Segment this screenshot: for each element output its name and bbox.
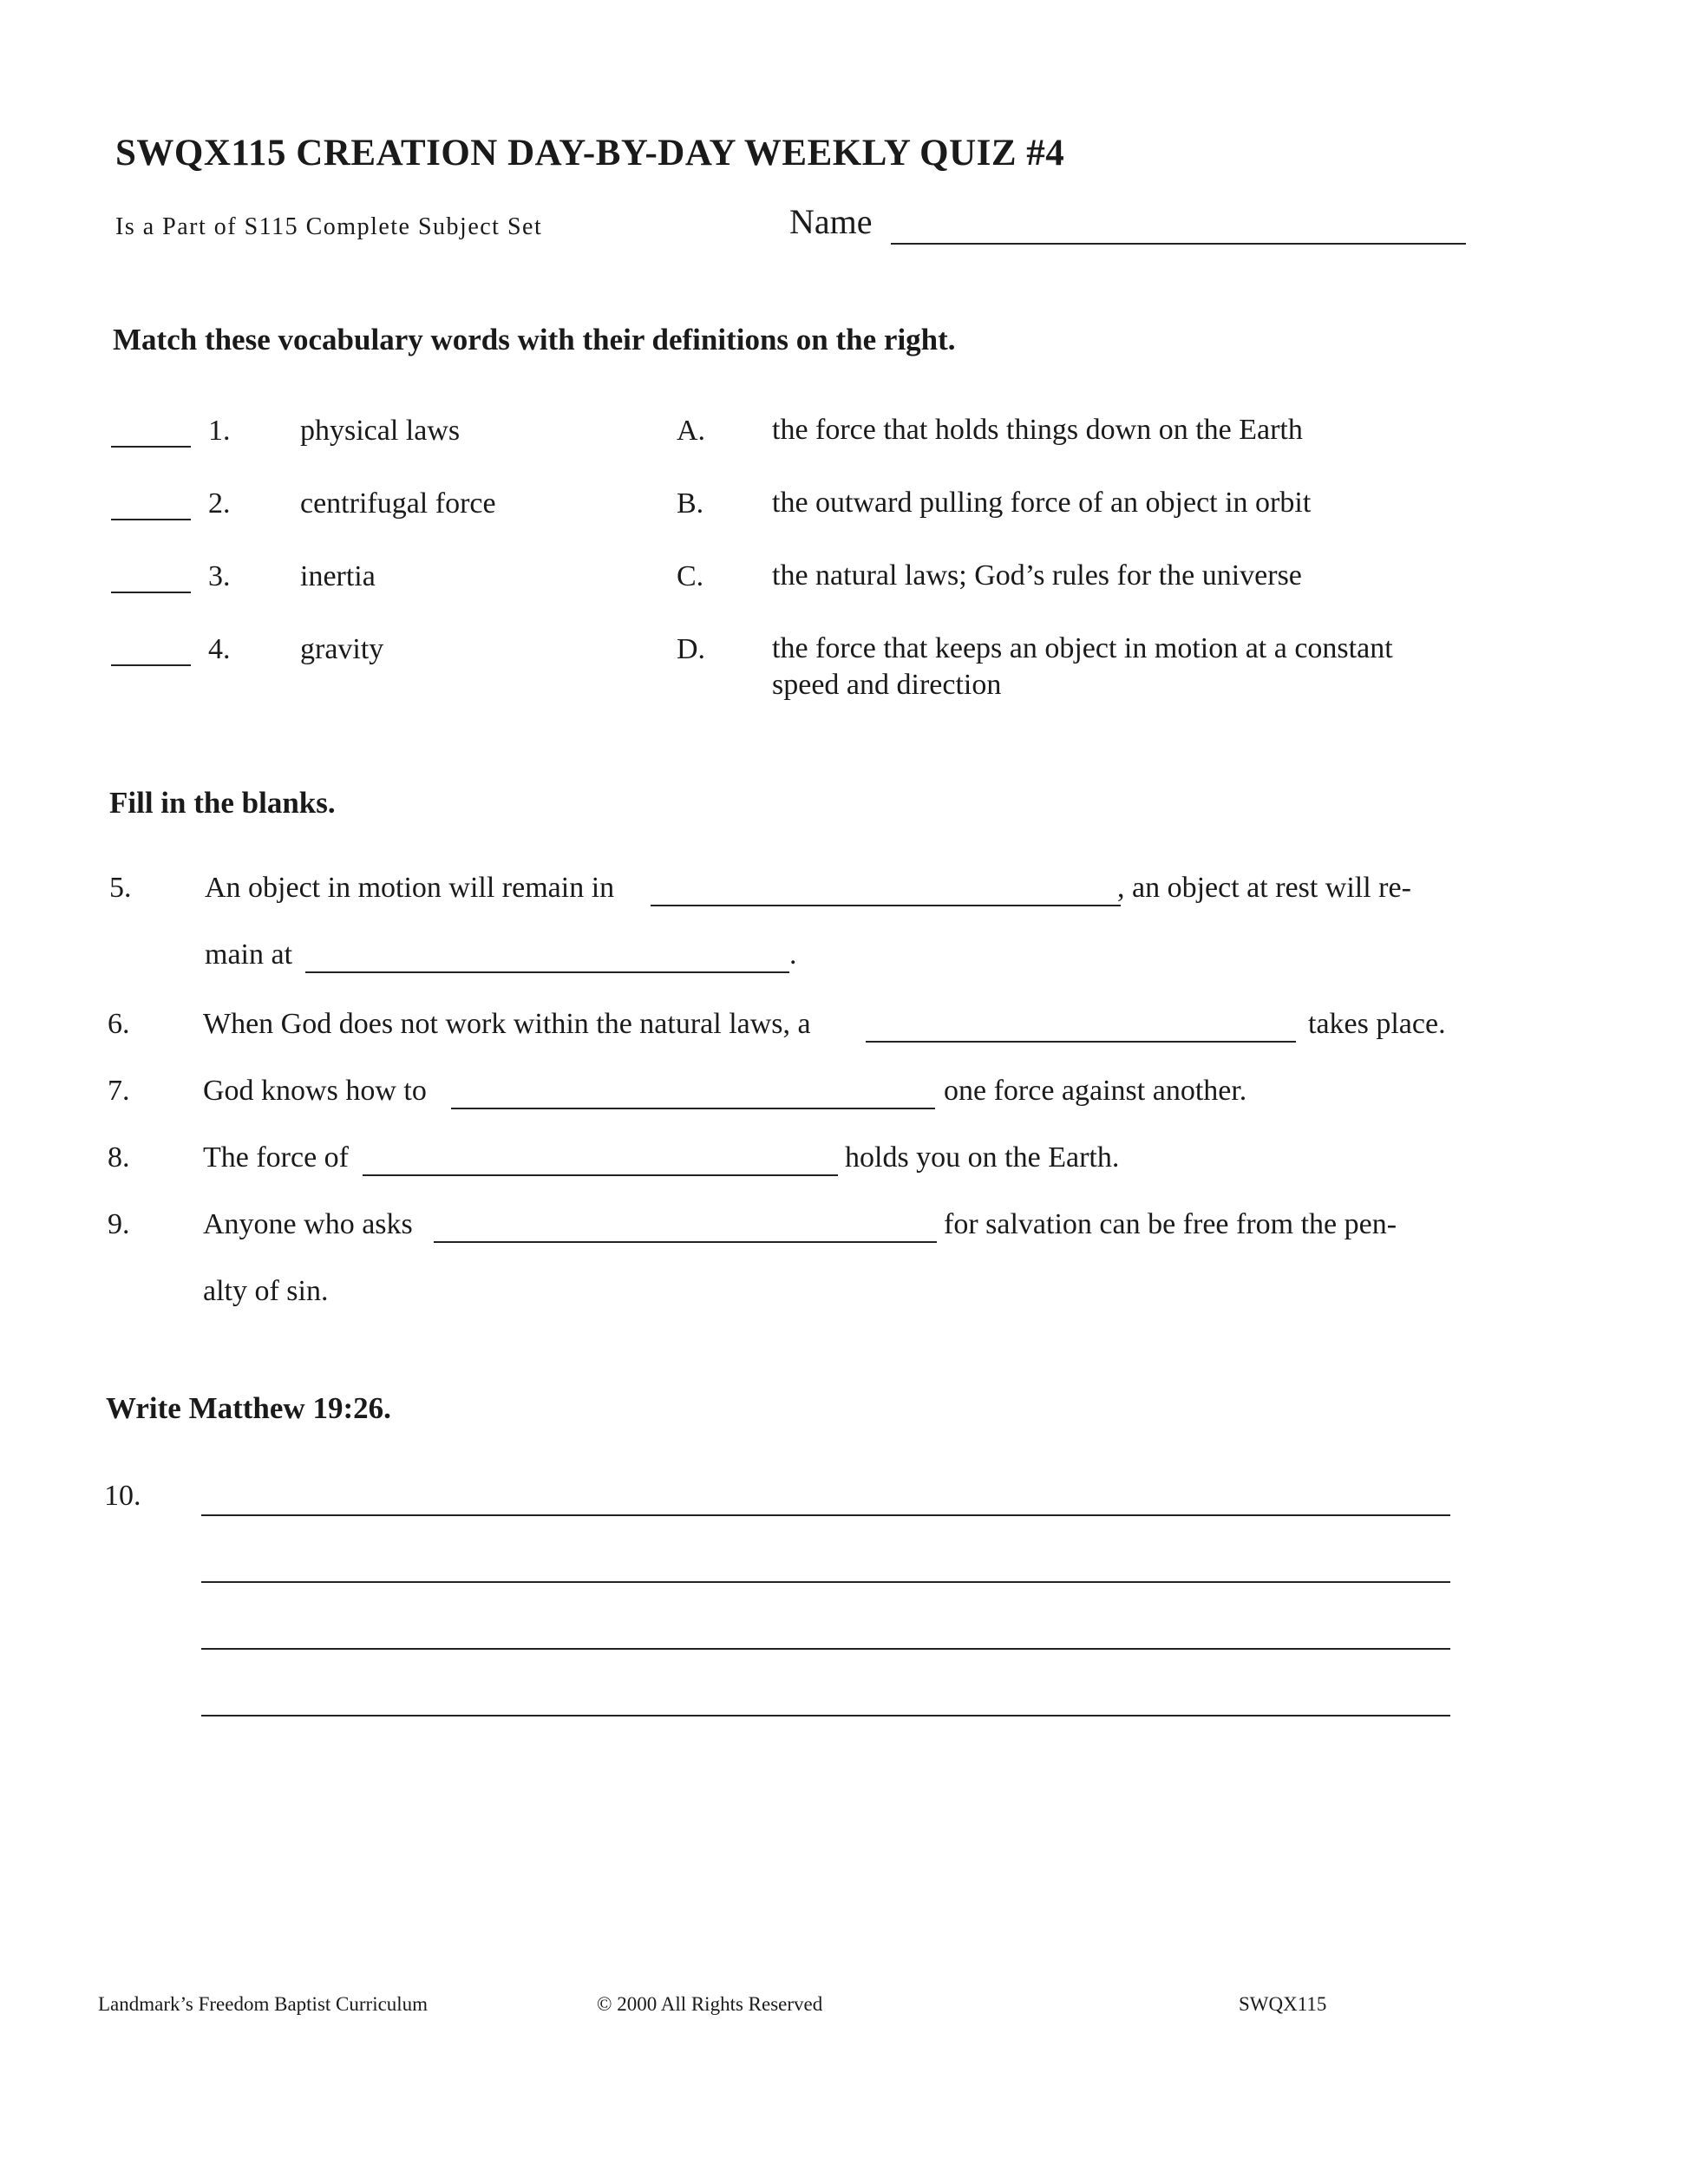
- question-number-7: 7.: [108, 1075, 130, 1107]
- footer-publisher: Landmark’s Freedom Baptist Curriculum: [98, 1993, 429, 2015]
- question-7-blank[interactable]: [451, 1108, 935, 1109]
- term-2: centrifugal force: [300, 487, 496, 520]
- writing-line-4[interactable]: [201, 1715, 1450, 1716]
- definition-d: the force that keeps an object in motion at a constant speed and direction: [772, 632, 1393, 701]
- question-7-text-a: God knows how to: [203, 1075, 427, 1107]
- footer-copyright: © 2000 All Rights Reserved: [597, 1993, 823, 2015]
- term-number-3: 3.: [208, 560, 231, 592]
- question-6-text-a: When God does not work within the natural laws, a: [203, 1008, 811, 1040]
- term-number-4: 4.: [208, 633, 231, 665]
- question-9-text-c: alty of sin.: [203, 1275, 329, 1307]
- definition-letter-d: D.: [677, 633, 706, 665]
- match-answer-blank-2[interactable]: [111, 519, 191, 520]
- question-5-text-c: main at: [205, 938, 293, 971]
- question-8-text-b: holds you on the Earth.: [845, 1141, 1120, 1174]
- question-5-text-d: .: [789, 938, 797, 971]
- definition-a: the force that holds things down on the Earth: [772, 414, 1303, 446]
- question-6-text-b: takes place.: [1308, 1008, 1446, 1040]
- writing-line-3[interactable]: [201, 1648, 1450, 1650]
- term-1: physical laws: [300, 415, 461, 447]
- match-answer-blank-3[interactable]: [111, 592, 191, 593]
- writing-line-2[interactable]: [201, 1581, 1450, 1583]
- question-number-10: 10.: [104, 1480, 141, 1512]
- question-number-9: 9.: [108, 1208, 130, 1240]
- footer-code: SWQX115: [1239, 1993, 1327, 2015]
- question-9-text-a: Anyone who asks: [203, 1208, 413, 1240]
- name-field[interactable]: [891, 243, 1466, 245]
- definition-c: the natural laws; God’s rules for the universe: [772, 559, 1302, 592]
- match-answer-blank-1[interactable]: [111, 446, 191, 448]
- term-number-1: 1.: [208, 415, 231, 447]
- question-6-blank[interactable]: [866, 1041, 1296, 1043]
- matching-heading: Match these vocabulary words with their definitions on the right.: [113, 323, 956, 356]
- subtitle: Is a Part of S115 Complete Subject Set: [115, 213, 543, 240]
- definition-letter-b: B.: [677, 487, 704, 520]
- page-title: SWQX115 CREATION DAY-BY-DAY WEEKLY QUIZ #4: [115, 133, 1065, 173]
- question-9-blank[interactable]: [434, 1241, 937, 1243]
- question-7-text-b: one force against another.: [944, 1075, 1247, 1107]
- question-8-text-a: The force of: [203, 1141, 350, 1174]
- question-5-blank-1[interactable]: [651, 905, 1121, 906]
- definition-letter-c: C.: [677, 560, 704, 592]
- write-heading: Write Matthew 19:26.: [106, 1391, 391, 1425]
- term-3: inertia: [300, 560, 376, 592]
- question-number-5: 5.: [109, 872, 132, 904]
- definition-letter-a: A.: [677, 415, 706, 447]
- question-8-blank[interactable]: [363, 1174, 838, 1176]
- question-5-text-a: An object in motion will remain in: [205, 872, 615, 904]
- term-4: gravity: [300, 633, 384, 665]
- name-label: Name: [789, 202, 873, 241]
- question-number-6: 6.: [108, 1008, 130, 1040]
- question-5-blank-2[interactable]: [305, 971, 789, 973]
- term-number-2: 2.: [208, 487, 231, 520]
- question-5-text-b: , an object at rest will re-: [1117, 872, 1411, 904]
- definition-b: the outward pulling force of an object in orbit: [772, 487, 1312, 519]
- match-answer-blank-4[interactable]: [111, 664, 191, 666]
- fill-heading: Fill in the blanks.: [109, 786, 336, 820]
- writing-line-1[interactable]: [201, 1514, 1450, 1516]
- question-9-text-b: for salvation can be free from the pen-: [944, 1208, 1397, 1240]
- question-number-8: 8.: [108, 1141, 130, 1174]
